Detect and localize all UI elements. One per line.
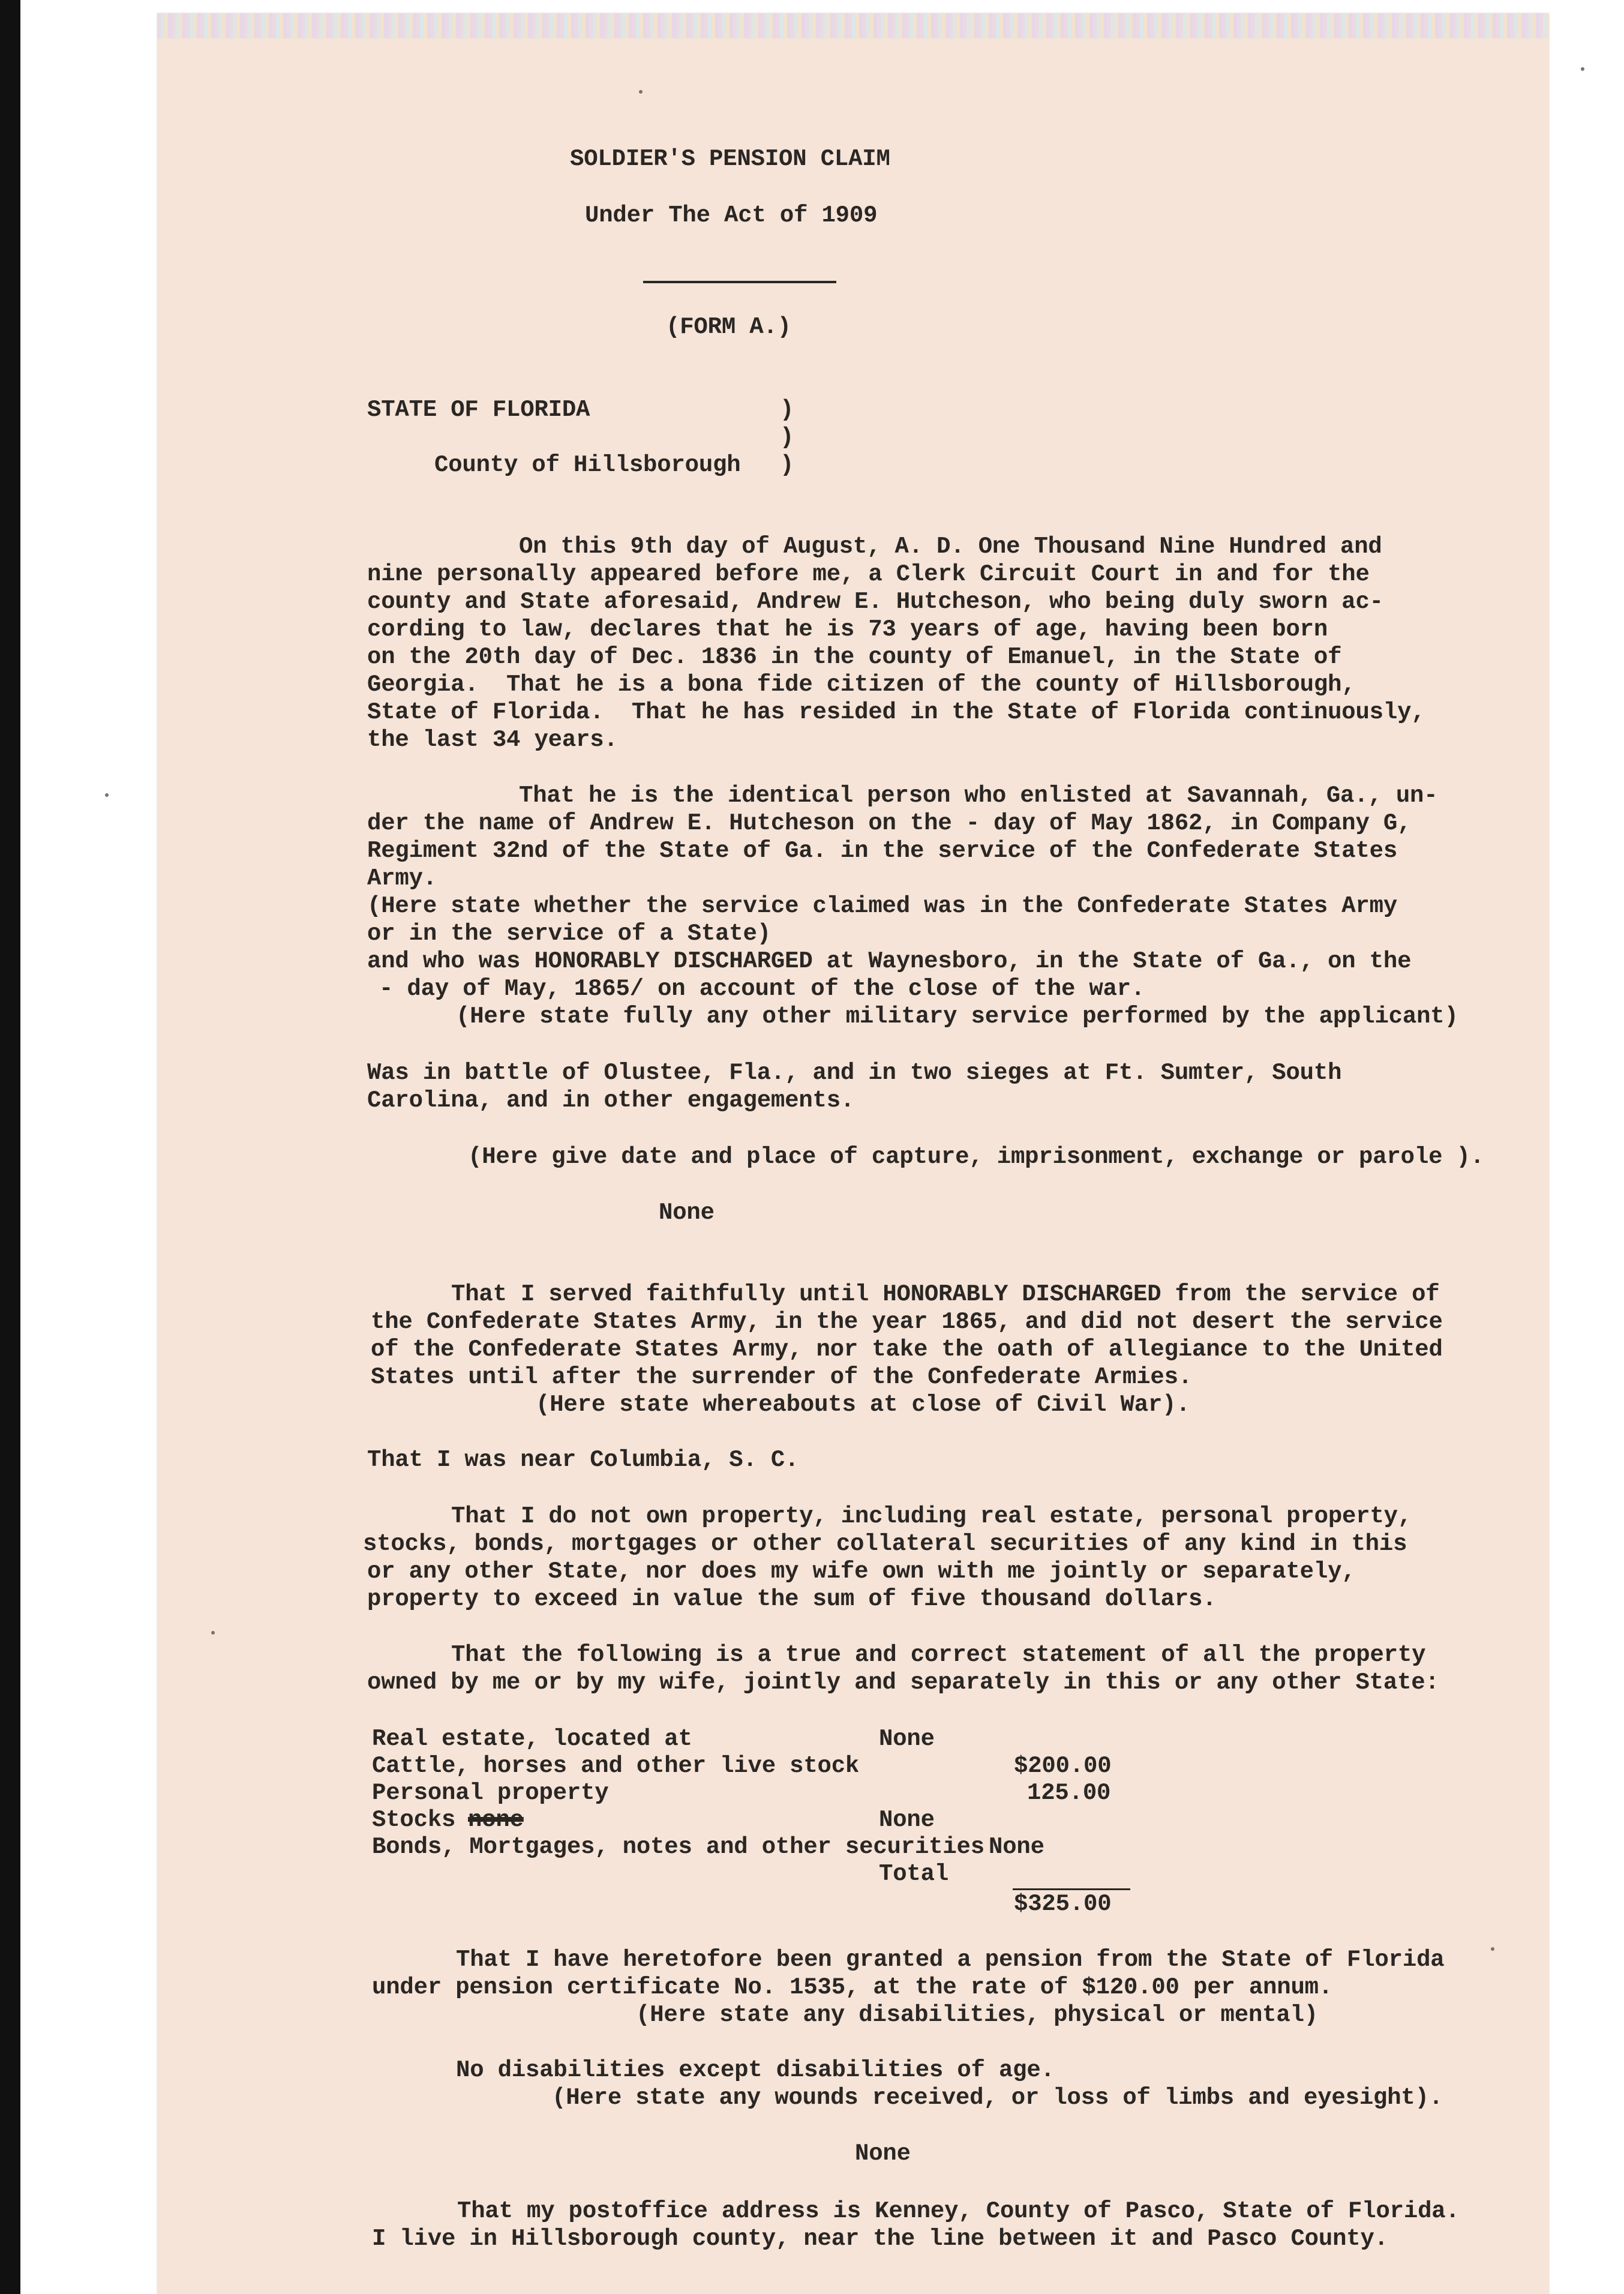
disability-prompt: (Here state any disabilities, physical or mental) [636, 2002, 1318, 2028]
property-label: Cattle, horses and other live stock [372, 1753, 860, 1779]
venue-bracket: ) [780, 452, 794, 478]
enlistment-line: or in the service of a State) [367, 920, 771, 947]
affidavit-line: On this 9th day of August, A. D. One Thousand Nine Hundred and [519, 533, 1382, 560]
enlistment-line: and who was HONORABLY DISCHARGED at Waynesboro, in the State of Ga., on the [367, 948, 1412, 974]
property-label: Stocks [372, 1807, 456, 1833]
struck-text: none [468, 1807, 524, 1833]
property-label: Real estate, located at [372, 1726, 692, 1752]
property-value: None [989, 1834, 1044, 1860]
scan-border [0, 0, 20, 2294]
battles-line: Was in battle of Olustee, Fla., and in two sieges at Ft. Sumter, South [367, 1060, 1342, 1086]
affidavit-line: Georgia. That he is a bona fide citizen of the county of Hillsborough, [367, 671, 1356, 698]
capture-prompt: (Here give date and place of capture, imprisonment, exchange or parole ). [468, 1144, 1484, 1170]
whereabouts-prompt: (Here state whereabouts at close of Civil War). [536, 1392, 1190, 1418]
property-value: 125.00 [1027, 1780, 1111, 1806]
pension-line: That I have heretofore been granted a pension from the State of Florida [456, 1947, 1445, 1973]
property-total-label: Total [879, 1861, 949, 1887]
affidavit-line: on the 20th day of Dec. 1836 in the county of Emanuel, in the State of [367, 644, 1342, 670]
service-line: States until after the surrender of the Confederate Armies. [371, 1364, 1193, 1390]
property-oath-line: stocks, bonds, mortgages or other collateral securities of any kind in this [363, 1531, 1407, 1557]
speck [1581, 67, 1584, 71]
property-value: $200.00 [1014, 1753, 1112, 1779]
battles-line: Carolina, and in other engagements. [367, 1087, 855, 1114]
wounds-prompt: (Here state any wounds received, or loss of limbs and eyesight). [552, 2085, 1443, 2111]
venue-bracket: ) [780, 397, 794, 423]
affidavit-line: cording to law, declares that he is 73 years of age, having been born [367, 616, 1328, 643]
property-oath-line: or any other State, nor does my wife own with me jointly or separately, [367, 1558, 1356, 1585]
property-oath-line: That I do not own property, including real estate, personal property, [451, 1503, 1412, 1530]
venue-state: STATE OF FLORIDA [367, 397, 590, 423]
venue-bracket: ) [780, 424, 794, 451]
enlistment-line: - day of May, 1865/ on account of the close of the war. [379, 976, 1145, 1002]
form-title: SOLDIER'S PENSION CLAIM [570, 146, 890, 172]
address-line: I live in Hillsborough county, near the line between it and Pasco County. [372, 2226, 1388, 2252]
statement-line: owned by me or by my wife, jointly and separately in this or any other State: [367, 1669, 1439, 1696]
venue-county: County of Hillsborough [434, 452, 741, 478]
speck [105, 793, 109, 797]
enlistment-line: That he is the identical person who enlisted at Savannah, Ga., un- [519, 782, 1438, 809]
capture-answer: None [659, 1200, 715, 1226]
enlistment-line: Regiment 32nd of the State of Ga. in the service of the Confederate States [367, 838, 1398, 864]
statement-line: That the following is a true and correct statement of all the property [451, 1642, 1426, 1668]
disability-answer: No disabilities except disabilities of age. [456, 2057, 1055, 2083]
affidavit-line: State of Florida. That he has resided in the State of Florida continuously, [367, 699, 1425, 725]
scan-artifact-stripe [157, 13, 1549, 38]
pension-line: under pension certificate No. 1535, at the rate of $120.00 per annum. [372, 1974, 1333, 2001]
affidavit-line: county and State aforesaid, Andrew E. Hutcheson, who being duly sworn ac- [367, 589, 1383, 615]
property-label: Personal property [372, 1780, 609, 1806]
form-subtitle: Under The Act of 1909 [585, 202, 878, 229]
speck [639, 90, 643, 94]
property-oath-line: property to exceed in value the sum of five thousand dollars. [367, 1586, 1217, 1612]
service-line: the Confederate States Army, in the year 1865, and did not desert the service [371, 1309, 1443, 1335]
enlistment-line: der the name of Andrew E. Hutcheson on the - day of May 1862, in Company G, [367, 810, 1412, 836]
property-total-value: $325.00 [1014, 1891, 1112, 1917]
wounds-answer: None [855, 2140, 911, 2167]
header-rule [643, 281, 836, 283]
enlistment-line: Army. [367, 865, 437, 892]
speck [1491, 1947, 1494, 1951]
property-label: Bonds, Mortgages, notes and other securities [372, 1834, 984, 1860]
address-line: That my postoffice address is Kenney, County of Pasco, State of Florida. [457, 2198, 1460, 2224]
property-value: None [879, 1726, 935, 1752]
enlistment-line: (Here state fully any other military service performed by the applicant) [456, 1003, 1458, 1030]
service-line: of the Confederate States Army, nor take the oath of allegiance to the United [371, 1336, 1443, 1363]
whereabouts-answer: That I was near Columbia, S. C. [367, 1447, 799, 1473]
service-line: That I served faithfully until HONORABLY DISCHARGED from the service of [451, 1281, 1440, 1308]
enlistment-line: (Here state whether the service claimed was in the Confederate States Army [367, 893, 1398, 919]
property-value: None [879, 1807, 935, 1833]
speck [211, 1631, 215, 1635]
affidavit-line: nine personally appeared before me, a Clerk Circuit Court in and for the [367, 561, 1370, 587]
affidavit-line: the last 34 years. [367, 727, 618, 753]
form-label: (FORM A.) [666, 314, 791, 340]
